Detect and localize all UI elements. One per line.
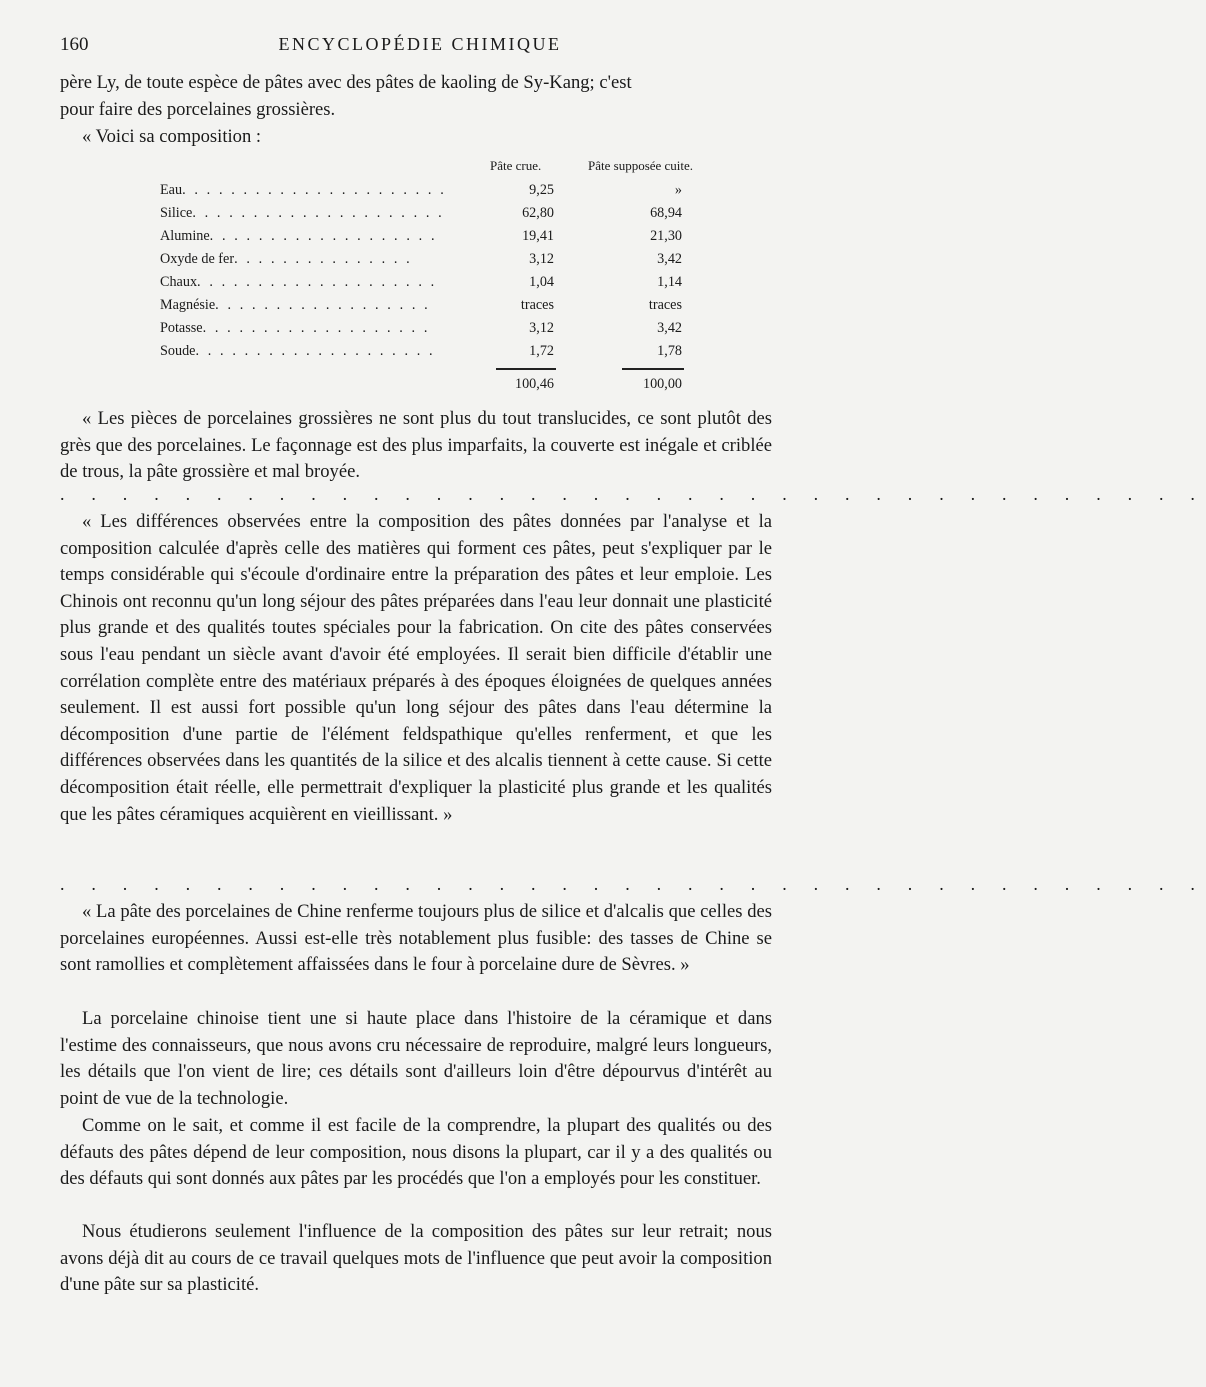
table-row (160, 182, 720, 204)
table-row (160, 274, 720, 296)
row-raw-value: 9,25 (529, 182, 554, 198)
total-cooked: 100,00 (642, 376, 682, 392)
row-cooked-value: 1,14 (657, 274, 682, 290)
total-raw: 100,46 (514, 376, 554, 392)
row-cooked-value: 68,94 (650, 205, 682, 221)
leader-dots: . . . . . . . . . . . . . . . . . . . . (195, 343, 436, 359)
sum-rule-raw (496, 368, 556, 370)
paragraph-differences: « Les différences observées entre la composition des pâtes données par l'analyse et la composition calculée d'après celle des matières qui forment ces pâtes, peut s'expliquer par le temps considérable qui s'écoule d'ordinaire entre la préparation des pâtes et leur emploie. Les Chinois ont reconnu qu'un long séjour des pâtes préparées dans l'eau leur donnait une plasticité plus grande et des qualités toutes spéciales pour la fabrication. On cite des pâtes conservées sous l'eau pendant un siècle avant d'avoir été employées. Il serait bien difficile d'établir une corrélation complète entre des matériaux préparés à des époques éloignées de quelques années seulement. Il est aussi fort possible qu'un long séjour des pâtes dans l'eau détermine la décomposition d'une partie de l'élément feldspathique qu'elles renferment, et que les différences observées dans les quantités de la silice et des alcalis tiennent à cette cause. Si cette décomposition était réelle, elle permettrait d'expliquer la plasticité plus grande et les qualités que les pâtes céramiques acquièrent en vieillissant. » (60, 511, 772, 825)
sum-rule-cooked (622, 368, 684, 370)
paragraph-place: La porcelaine chinoise tient une si haute place dans l'histoire de la céramique et dans l'estime des connaisseurs, que nous avons cru nécessaire de reproduire, malgré leurs longueurs, les détails que l'on vient de lire; ces détails sont d'ailleurs loin d'être dépourvus d'intérêt au point de vue de la technologie. (60, 1008, 772, 1109)
row-name: Alumine (160, 228, 210, 244)
leader-dots: . . . . . . . . . . . . . . . . . . (215, 297, 431, 313)
row-name: Potasse (160, 320, 203, 336)
page-header (60, 34, 780, 60)
ellipsis-separator: . . . . . . . . . . . . . . . . . . . . . . . . . . . . . . . . . . . . . (60, 484, 1206, 504)
leader-dots: . . . . . . . . . . . . . . . (234, 251, 413, 267)
table-row (160, 251, 720, 273)
composition-intro: « Voici sa composition : (82, 126, 262, 147)
row-raw-value: 3,12 (529, 320, 554, 336)
row-raw-value: 1,04 (529, 274, 554, 290)
row-raw-value: 19,41 (522, 228, 554, 244)
intro-paragraph (60, 70, 772, 123)
paragraph-comme: Comme on le sait, et comme il est facile de la comprendre, la plupart des qualités ou des défauts des pâtes dépend de leur composition, nous disons la plupart, car il y a des qualités ou des défauts qui sont donnés aux pâtes par les procédés que l'on a employés pour les constituer. (60, 1115, 772, 1190)
paragraph-pieces: « Les pièces de porcelaines grossières ne sont plus du tout translucides, ce sont plutôt des grès que des porcelaines. Le façonnage est des plus imparfaits, la couverte est inégale et criblée de trous, la pâte grossière et mal broyée. (60, 408, 772, 483)
table-row (160, 320, 720, 342)
running-title: ENCYCLOPÉDIE CHIMIQUE (278, 34, 562, 54)
leader-dots: . . . . . . . . . . . . . . . . . . . . . (192, 205, 445, 221)
row-raw-value: 3,12 (529, 251, 554, 267)
intro-line-1: père Ly, de toute espèce de pâtes avec des pâtes de kaoling de Sy-Kang; c'est (60, 72, 632, 93)
row-raw-value: 1,72 (529, 343, 554, 359)
leader-dots: . . . . . . . . . . . . . . . . . . . (209, 228, 438, 244)
row-cooked-value: 3,42 (657, 251, 682, 267)
row-cooked-value: 21,30 (650, 228, 682, 244)
page-number: 160 (60, 34, 89, 55)
ellipsis-separator: . . . . . . . . . . . . . . . . . . . . . . . . . . . . . . . . . . . . . (60, 874, 1206, 894)
row-name: Soude (160, 343, 196, 359)
table-row (160, 343, 720, 365)
row-name: Oxyde de fer (160, 251, 235, 267)
leader-dots: . . . . . . . . . . . . . . . . . . . (202, 320, 430, 336)
row-cooked-value: 1,78 (657, 343, 682, 359)
row-name: Eau (160, 182, 183, 198)
leader-dots: . . . . . . . . . . . . . . . . . . . . . . (182, 182, 447, 198)
table-row (160, 228, 720, 250)
leader-dots: . . . . . . . . . . . . . . . . . . . . (197, 274, 437, 290)
table-row (160, 205, 720, 227)
column-header-raw: Pâte crue. (490, 158, 542, 173)
table-row (160, 297, 720, 319)
column-header-cooked: Pâte supposée cuite. (588, 158, 694, 173)
row-cooked-value: 3,42 (657, 320, 682, 336)
row-raw-value: 62,80 (522, 205, 554, 221)
row-name: Silice (160, 205, 193, 221)
paragraph-chine: « La pâte des porcelaines de Chine renferme toujours plus de silice et d'alcalis que celles des porcelaines européennes. Aussi est-elle très notablement plus fusible: des tasses de Chine se sont ramollies et complètement affaissées dans le four à porcelaine dure de Sèvres. » (60, 901, 772, 976)
row-name: Chaux (160, 274, 198, 290)
row-cooked-value: » (674, 182, 682, 198)
row-name: Magnésie (160, 297, 216, 313)
paragraph-nous: Nous étudierons seulement l'influence de la composition des pâtes sur leur retrait; nous avons déjà dit au cours de ce travail quelques mots de l'influence que peut avoir la composition d'une pâte sur sa plasticité. (60, 1221, 772, 1296)
row-raw-value: traces (520, 297, 554, 313)
row-cooked-value: traces (648, 297, 682, 313)
intro-line-2: pour faire des porcelaines grossières. (60, 98, 336, 120)
